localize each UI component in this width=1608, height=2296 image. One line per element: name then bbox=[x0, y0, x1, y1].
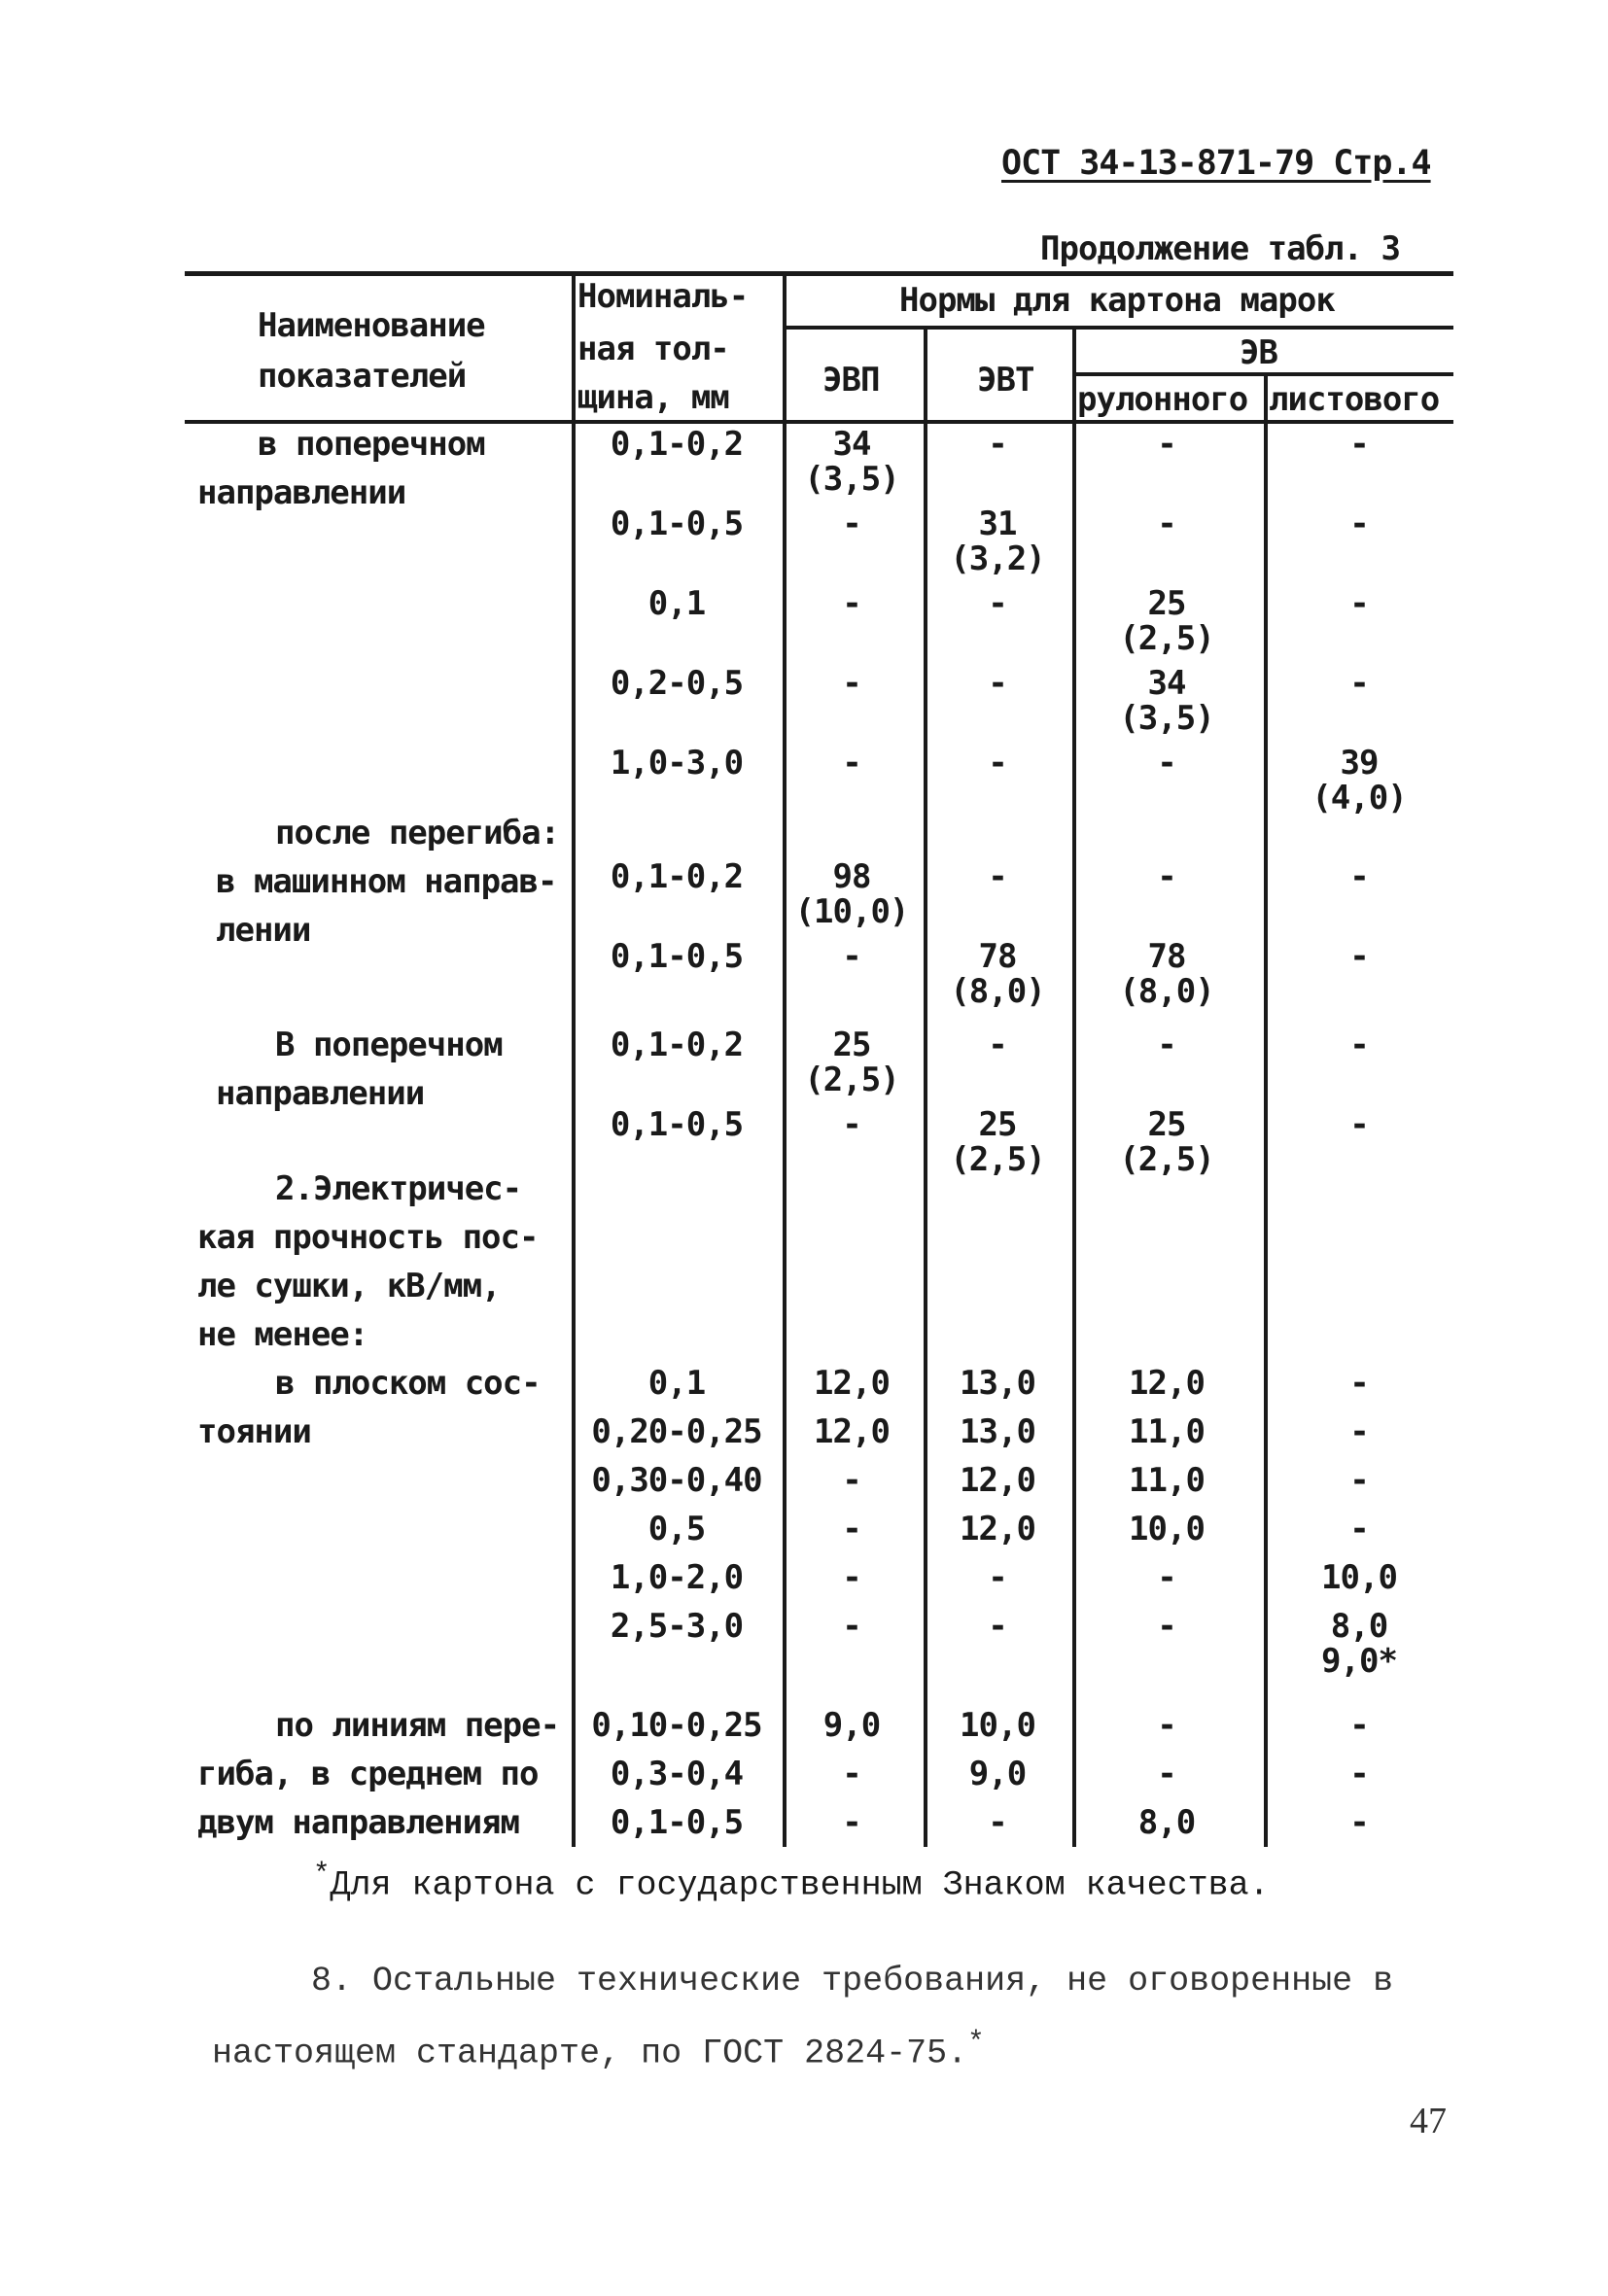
table-cell-evp: - bbox=[842, 1803, 861, 1842]
table-cell-t: 0,5 bbox=[647, 1510, 706, 1548]
table-cell-sheet: - bbox=[1349, 1105, 1369, 1144]
paragraph-mark: * bbox=[967, 2027, 985, 2059]
table-cell-evp: - bbox=[842, 1558, 861, 1597]
table-cell-t: 1,0-3,0 bbox=[610, 744, 744, 783]
table-cell-roll: 8,0 bbox=[1137, 1803, 1196, 1842]
row-label: кая прочность пос- bbox=[197, 1218, 539, 1257]
norms-header-rule bbox=[783, 326, 1453, 330]
table-cell-evt: - bbox=[988, 1558, 1007, 1597]
table-cell-sheet: - bbox=[1349, 1510, 1369, 1548]
table-cell-roll2: (8,0) bbox=[1119, 972, 1214, 1011]
table-cell-t: 0,20-0,25 bbox=[591, 1412, 762, 1451]
table-cell-t: 0,3-0,4 bbox=[610, 1755, 744, 1793]
header-thickness-line3: щина, мм bbox=[577, 378, 729, 417]
table-cell-evp: 34 bbox=[832, 425, 871, 464]
table-cell-evt: - bbox=[988, 584, 1007, 623]
header-thickness-line1: Номиналь- bbox=[577, 277, 749, 316]
table-cell-roll: - bbox=[1157, 1026, 1176, 1064]
table-cell-t: 0,1-0,2 bbox=[610, 1026, 744, 1064]
table-cell-evp: - bbox=[842, 744, 861, 783]
table-cell-t: 0,1-0,5 bbox=[610, 937, 744, 976]
table-cell-t: 0,10-0,25 bbox=[591, 1706, 762, 1745]
header-ev: ЭВ bbox=[1240, 333, 1277, 372]
col-divider-3 bbox=[924, 328, 927, 1847]
table-cell-roll: - bbox=[1157, 425, 1176, 464]
table-cell-sheet: - bbox=[1349, 1364, 1369, 1403]
table-cell-evt: 78 bbox=[978, 937, 1017, 976]
table-cell-sheet2: (4,0) bbox=[1311, 779, 1407, 818]
row-label: по линиям пере- bbox=[275, 1706, 560, 1745]
table-cell-evt: - bbox=[988, 1803, 1007, 1842]
header-thickness-line2: ная тол- bbox=[577, 330, 729, 368]
table-cell-evt: - bbox=[988, 1026, 1007, 1064]
table-cell-sheet: - bbox=[1349, 584, 1369, 623]
table-cell-sheet: - bbox=[1349, 937, 1369, 976]
table-cell-evp2: (10,0) bbox=[794, 892, 909, 931]
table-cell-evp: - bbox=[842, 1105, 861, 1144]
table-cell-roll: 11,0 bbox=[1129, 1461, 1205, 1500]
table-cell-evp2: (3,5) bbox=[804, 460, 899, 499]
table-cell-sheet: - bbox=[1349, 425, 1369, 464]
table-cell-evt: 31 bbox=[978, 504, 1017, 543]
table-cell-t: 0,1-0,2 bbox=[610, 425, 744, 464]
row-label: направлении bbox=[216, 1074, 425, 1113]
table-cell-roll: 11,0 bbox=[1129, 1412, 1205, 1451]
header-norms: Нормы для картона марок bbox=[899, 281, 1335, 320]
table-cell-evt2: (3,2) bbox=[950, 539, 1045, 578]
table-cell-sheet: - bbox=[1349, 1461, 1369, 1500]
table-cell-evt: 25 bbox=[978, 1105, 1017, 1144]
table-cell-evt: - bbox=[988, 664, 1007, 703]
row-label: лении bbox=[216, 911, 311, 950]
footnote-mark: * bbox=[313, 1859, 331, 1891]
row-label: направлении bbox=[197, 473, 406, 512]
table-cell-evp: 98 bbox=[832, 857, 871, 896]
table-cell-evt: 13,0 bbox=[960, 1412, 1035, 1451]
row-label: в машинном направ- bbox=[216, 862, 557, 901]
table-cell-t: 0,2-0,5 bbox=[610, 664, 744, 703]
table-cell-roll: - bbox=[1157, 744, 1176, 783]
paragraph-line-1: 8. Остальные технические требования, не оговоренные в bbox=[311, 1962, 1394, 2000]
col-divider-2 bbox=[783, 274, 787, 1847]
table-cell-t: 1,0-2,0 bbox=[610, 1558, 744, 1597]
row-label: ле сушки, кВ/мм, bbox=[197, 1267, 501, 1305]
table-cell-sheet: 10,0 bbox=[1321, 1558, 1397, 1597]
table-cell-evp: - bbox=[842, 1461, 861, 1500]
footnote bbox=[313, 1859, 1270, 1905]
table-cell-sheet: - bbox=[1349, 1803, 1369, 1842]
table-cell-sheet: - bbox=[1349, 1412, 1369, 1451]
table-cell-t: 0,1 bbox=[647, 1364, 706, 1403]
col-divider-5 bbox=[1264, 374, 1268, 1847]
table-cell-t: 0,1-0,5 bbox=[610, 504, 744, 543]
row-label: в поперечном bbox=[258, 425, 485, 464]
col-divider-4 bbox=[1072, 328, 1076, 1847]
row-label: после перегиба: bbox=[275, 814, 560, 852]
table-cell-roll: 78 bbox=[1147, 937, 1186, 976]
table-cell-evt: 9,0 bbox=[968, 1755, 1027, 1793]
table-cell-t: 0,1-0,5 bbox=[610, 1105, 744, 1144]
table-cell-sheet: 8,0 bbox=[1330, 1607, 1388, 1646]
row-label: в плоском сос- bbox=[275, 1364, 541, 1403]
table-cell-evp: - bbox=[842, 1607, 861, 1646]
table-cell-evt: - bbox=[988, 744, 1007, 783]
header-evp: ЭВП bbox=[822, 361, 880, 400]
row-label: 2.Электричес- bbox=[275, 1169, 522, 1208]
table-cell-roll: - bbox=[1157, 1558, 1176, 1597]
table-cell-evt: - bbox=[988, 1607, 1007, 1646]
table-cell-roll: - bbox=[1157, 1607, 1176, 1646]
table-cell-evt: 12,0 bbox=[960, 1461, 1035, 1500]
table-cell-roll: - bbox=[1157, 857, 1176, 896]
page-number: 47 bbox=[1410, 2101, 1447, 2141]
table-cell-evp: - bbox=[842, 584, 861, 623]
table-cell-roll: 10,0 bbox=[1129, 1510, 1205, 1548]
table-cell-t: 0,1-0,5 bbox=[610, 1803, 744, 1842]
table-cell-evt2: (2,5) bbox=[950, 1140, 1045, 1179]
table-cell-sheet: 39 bbox=[1340, 744, 1379, 783]
table-cell-roll: - bbox=[1157, 1755, 1176, 1793]
table-cell-evt: 13,0 bbox=[960, 1364, 1035, 1403]
table-cell-evp2: (2,5) bbox=[804, 1061, 899, 1099]
table-cell-evt2: (8,0) bbox=[950, 972, 1045, 1011]
table-cell-sheet2: 9,0* bbox=[1321, 1642, 1397, 1681]
paragraph-line-2-text: настоящем стандарте, по ГОСТ 2824-75. bbox=[212, 2034, 968, 2073]
table-cell-roll: 25 bbox=[1147, 584, 1186, 623]
table-cell-roll2: (2,5) bbox=[1119, 1140, 1214, 1179]
table-cell-roll2: (3,5) bbox=[1119, 699, 1214, 738]
table-cell-sheet: - bbox=[1349, 1706, 1369, 1745]
table-cell-roll: 25 bbox=[1147, 1105, 1186, 1144]
table-cell-evp: - bbox=[842, 937, 861, 976]
table-cell-evp: - bbox=[842, 504, 861, 543]
table-cell-sheet: - bbox=[1349, 1026, 1369, 1064]
header-ev-sheet: листового bbox=[1269, 380, 1440, 419]
footnote-text: Для картона с государственным Знаком качества. bbox=[330, 1865, 1270, 1905]
table-cell-evt: 10,0 bbox=[960, 1706, 1035, 1745]
header-name-line2: показателей bbox=[258, 357, 467, 396]
table-cell-t: 0,1 bbox=[647, 584, 706, 623]
table-cell-evt: - bbox=[988, 857, 1007, 896]
table-cell-t: 0,30-0,40 bbox=[591, 1461, 762, 1500]
table-cell-evt: - bbox=[988, 425, 1007, 464]
table-cell-t: 2,5-3,0 bbox=[610, 1607, 744, 1646]
table-cell-roll: 12,0 bbox=[1129, 1364, 1205, 1403]
table-cell-evp: - bbox=[842, 664, 861, 703]
paragraph-line-2 bbox=[212, 2027, 985, 2073]
table-cell-evp: 9,0 bbox=[822, 1706, 881, 1745]
table-cell-evt: 12,0 bbox=[960, 1510, 1035, 1548]
table-cell-sheet: - bbox=[1349, 857, 1369, 896]
table-top-rule bbox=[185, 271, 1453, 276]
table-cell-roll: - bbox=[1157, 1706, 1176, 1745]
table-cell-roll: 34 bbox=[1147, 664, 1186, 703]
document-header: ОСТ 34-13-871-79 Стр.4 bbox=[1001, 144, 1431, 183]
row-label: В поперечном bbox=[275, 1026, 503, 1064]
table-cell-evp: - bbox=[842, 1510, 861, 1548]
table-cell-evp: 12,0 bbox=[814, 1364, 890, 1403]
col-divider-1 bbox=[572, 274, 576, 1847]
header-ev-roll: рулонного bbox=[1077, 380, 1248, 419]
table-caption: Продолжение табл. 3 bbox=[1040, 229, 1400, 268]
table-cell-sheet: - bbox=[1349, 664, 1369, 703]
row-label: не менее: bbox=[197, 1315, 368, 1354]
row-label: гиба, в среднем по bbox=[197, 1755, 539, 1793]
table-cell-evp: 25 bbox=[832, 1026, 871, 1064]
table-cell-roll: - bbox=[1157, 504, 1176, 543]
table-cell-t: 0,1-0,2 bbox=[610, 857, 744, 896]
row-label: двум направлениям bbox=[197, 1803, 519, 1842]
table-cell-sheet: - bbox=[1349, 1755, 1369, 1793]
header-evt: ЭВТ bbox=[977, 361, 1034, 400]
header-name-line1: Наименование bbox=[258, 306, 485, 345]
table-cell-roll2: (2,5) bbox=[1119, 619, 1214, 658]
table-cell-sheet: - bbox=[1349, 504, 1369, 543]
table-cell-evp: 12,0 bbox=[814, 1412, 890, 1451]
table-cell-evp: - bbox=[842, 1755, 861, 1793]
row-label: тоянии bbox=[197, 1412, 311, 1451]
